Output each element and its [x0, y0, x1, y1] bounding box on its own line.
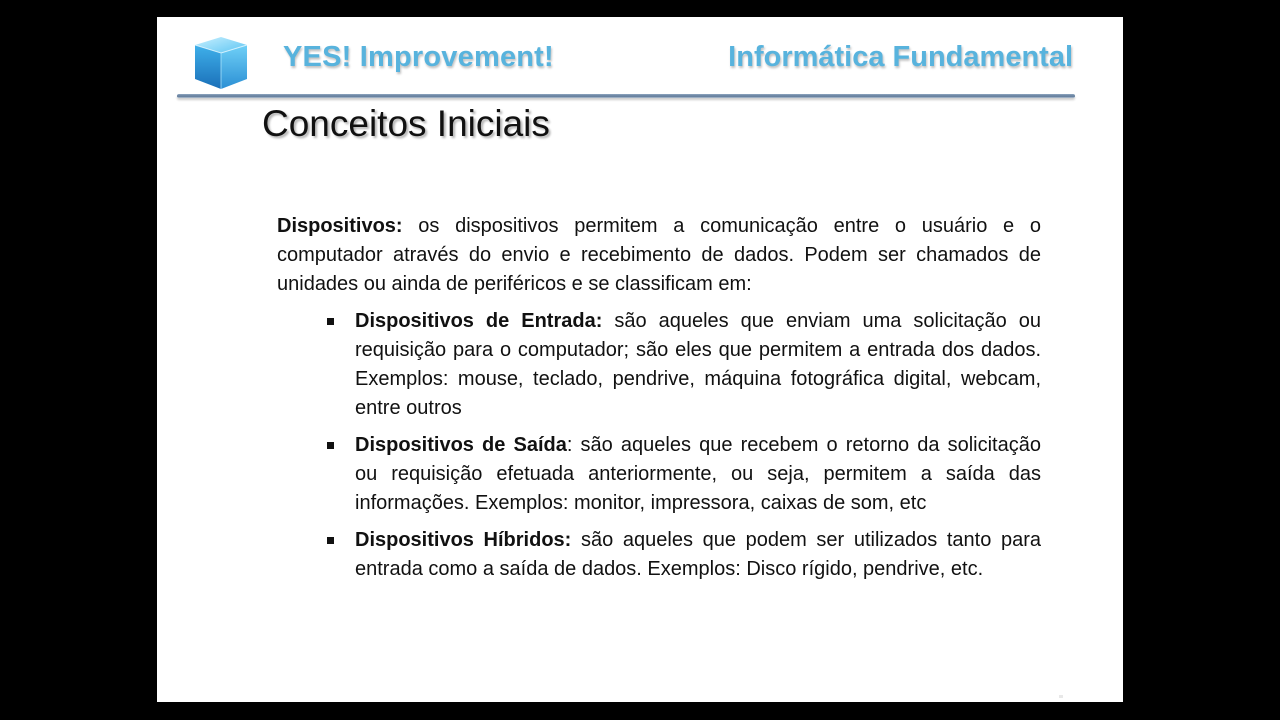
device-types-list: [277, 307, 1041, 584]
item-term: Dispositivos Híbridos:: [355, 529, 572, 551]
intro-text: os dispositivos permitem a comunicação entre o usuário e o computador através do envio e recebimento de dados. Podem ser chamados de unidades ou ainda de periféricos e se classificam em:: [277, 215, 1041, 295]
list-item-hybrid-devices: [355, 526, 1041, 584]
item-text: : são aqueles que recebem o retorno da solicitação ou requisição efetuada anteriormente, ou seja, permitem a saída das informações. Exemplos: monitor, impressora, caixas de som, etc: [355, 434, 1041, 514]
course-title: Informática Fundamental: [728, 41, 1073, 73]
slide-content: [277, 212, 1041, 592]
cube-logo-icon: [191, 33, 251, 91]
brand-name: YES! Improvement!: [283, 41, 554, 73]
item-term: Dispositivos de Entrada:: [355, 310, 603, 332]
square-bullet-icon: [327, 537, 334, 544]
square-bullet-icon: [327, 442, 334, 449]
slide: [157, 17, 1123, 702]
intro-paragraph: [277, 212, 1041, 299]
list-item-output-devices: [355, 431, 1041, 518]
item-text: são aqueles que enviam uma solicitação ou requisição para o computador; são eles que permitem a entrada dos dados. Exemplos: mouse, teclado, pendrive, máquina fotográfica digital, webcam, entre outros: [355, 310, 1041, 419]
slide-title: Conceitos Iniciais: [262, 103, 550, 144]
list-item-input-devices: [355, 307, 1041, 423]
item-text: são aqueles que podem ser utilizados tanto para entrada como a saída de dados. Exemplos: Disco rígido, pendrive, etc.: [355, 529, 1042, 580]
square-bullet-icon: [327, 318, 334, 325]
intro-term: Dispositivos:: [277, 215, 403, 237]
header-divider: [177, 94, 1075, 98]
page-number-mark: [1059, 695, 1063, 698]
item-term: Dispositivos de Saída: [355, 434, 567, 456]
